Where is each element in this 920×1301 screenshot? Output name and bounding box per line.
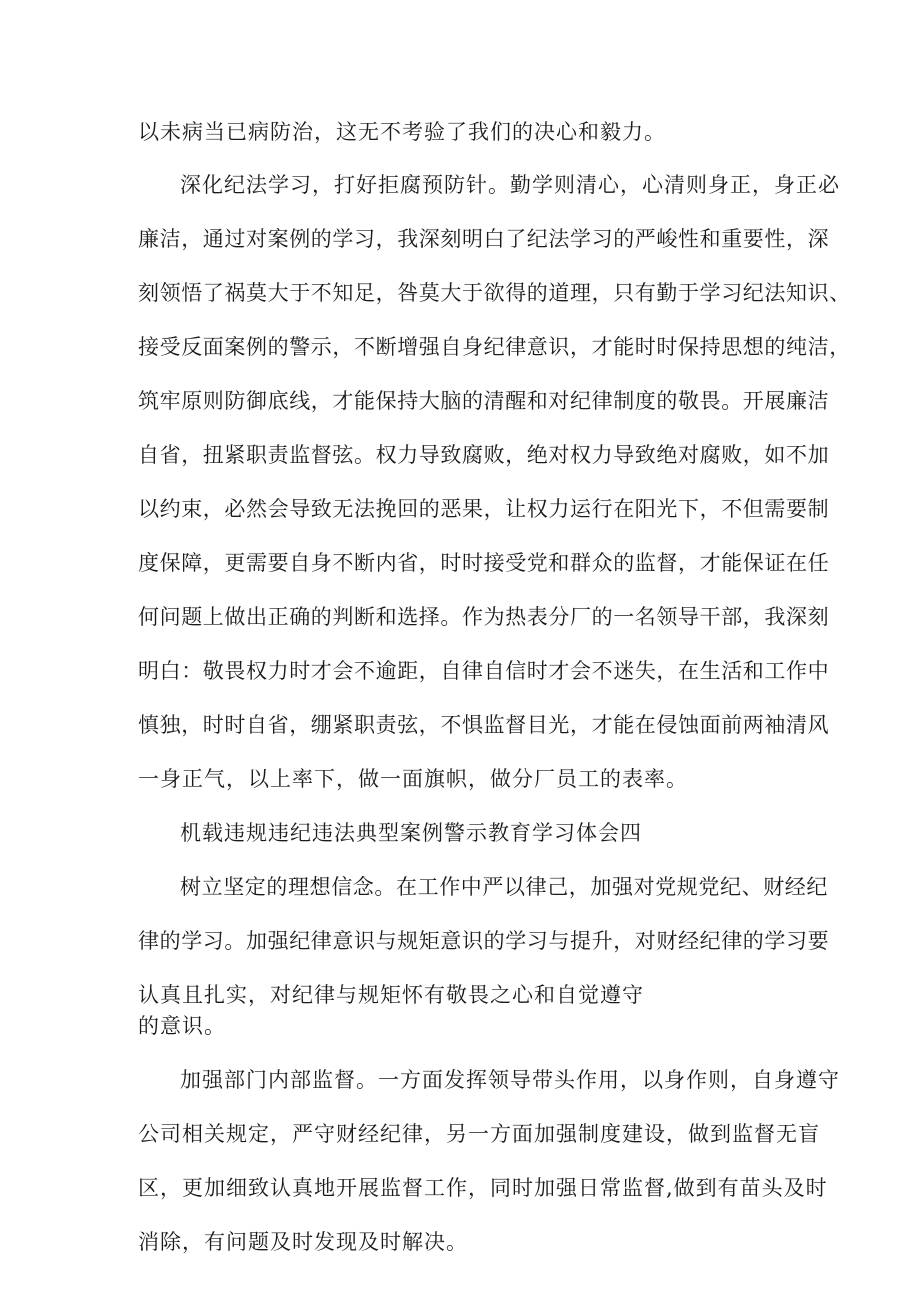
text-line: 公司相关规定，严守财经纪律，另一方面加强制度建设，做到监督无盲 xyxy=(138,1122,820,1146)
text-line: 度保障，更需要自身不断内省，时时接受党和群众的监督，才能保证在任 xyxy=(138,551,830,575)
section-heading: 机载违规违纪违法典型案例警示教育学习体会四 xyxy=(180,821,642,845)
text-line: 区，更加细致认真地开展监督工作，同时加强日常监督,做到有苗头及时 xyxy=(138,1176,828,1200)
text-line: 筑牢原则防御底线，才能保持大脑的清醒和对纪律制度的敬畏。开展廉洁 xyxy=(138,389,830,413)
text-line: 慎独，时时自省，绷紧职责弦，不惧监督目光，才能在侵蚀面前两袖清风 xyxy=(138,713,830,737)
text-line: 以约束，必然会导致无法挽回的恶果，让权力运行在阳光下，不但需要制 xyxy=(138,497,830,521)
text-line: 加强部门内部监督。一方面发挥领导带头作用，以身作则，自身遵守 xyxy=(180,1068,840,1092)
text-line: 树立坚定的理想信念。在工作中严以律己，加强对党规党纪、财经纪 xyxy=(180,875,828,899)
text-line: 的意识。 xyxy=(138,1014,226,1038)
text-line: 以未病当已病防治，这无不考验了我们的决心和毅力。 xyxy=(138,120,666,144)
text-line: 深化纪法学习，打好拒腐预防针。勤学则清心，心清则身正，身正必 xyxy=(180,173,840,197)
text-line: 消除，有问题及时发现及时解决。 xyxy=(138,1230,468,1254)
text-line: 一身正气，以上率下，做一面旗帜，做分厂员工的表率。 xyxy=(138,767,688,791)
text-line: 刻领悟了祸莫大于不知足，咎莫大于欲得的道理，只有勤于学习纪法知识、 xyxy=(138,281,851,305)
text-line: 律的学习。加强纪律意识与规矩意识的学习与提升，对财经纪律的学习要 xyxy=(138,929,830,953)
text-line: 自省，扭紧职责监督弦。权力导致腐败，绝对权力导致绝对腐败，如不加 xyxy=(138,443,830,467)
text-line: 接受反面案例的警示，不断增强自身纪律意识，才能时时保持思想的纯洁， xyxy=(138,335,851,359)
text-line: 何问题上做出正确的判断和选择。作为热表分厂的一名领导干部，我深刻 xyxy=(138,605,830,629)
text-line: 认真且扎实，对纪律与规矩怀有敬畏之心和自觉遵守 xyxy=(138,983,644,1007)
text-line: 廉洁，通过对案例的学习，我深刻明白了纪法学习的严峻性和重要性，深 xyxy=(138,227,830,251)
text-line: 明白：敬畏权力时才会不逾距，自律自信时才会不迷失，在生活和工作中 xyxy=(138,659,830,683)
